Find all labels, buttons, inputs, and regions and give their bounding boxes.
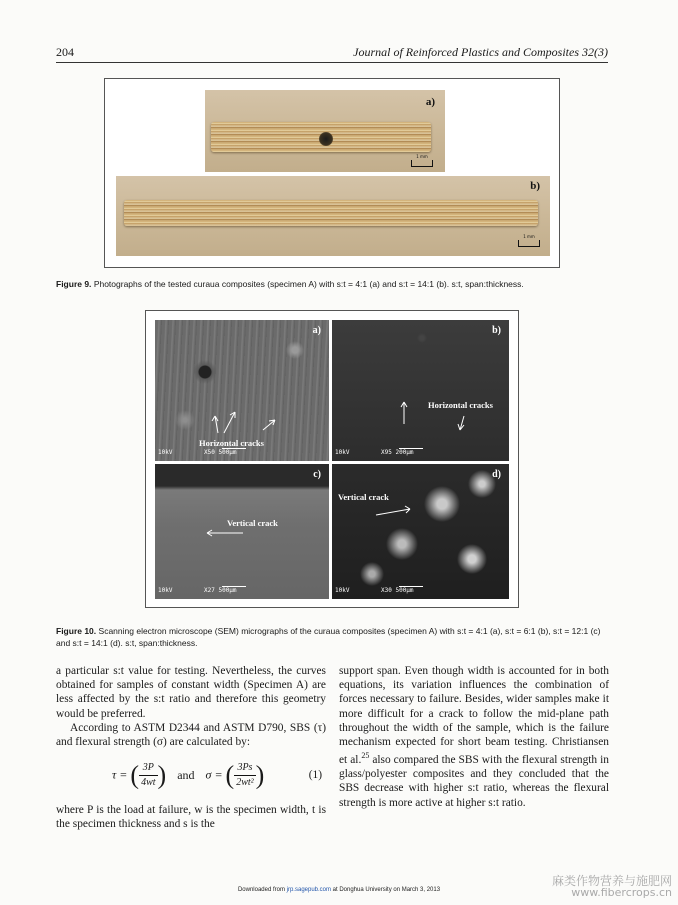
magnification-readout: X50 500μm xyxy=(204,449,237,456)
sem-panel-d xyxy=(332,464,509,599)
caption-text: Scanning electron microscope (SEM) micrographs of the curaua composites (specimen A) with s:t = 4:1 (a), s:t = 6:1 (b), s:t = 12:1 (c) and s:t = 14:1 (d). s:t, span:thickness. xyxy=(56,626,601,648)
composite-strip-short xyxy=(211,122,431,152)
sem-footer xyxy=(335,448,506,458)
annotation-horizontal-cracks: Horizontal cracks xyxy=(428,400,493,410)
sem-footer xyxy=(158,586,326,596)
panel-letter-a: a) xyxy=(425,96,435,108)
composite-strip-long xyxy=(124,200,538,226)
crack-arrows-d xyxy=(332,464,509,599)
voltage-readout: 10kV xyxy=(158,449,173,456)
sem-scale-bar xyxy=(222,586,246,587)
figure-10-caption xyxy=(56,625,616,649)
annotation-vertical-crack: Vertical crack xyxy=(227,518,278,528)
sem-footer xyxy=(158,448,326,458)
source-link[interactable]: jrp.sagepub.com xyxy=(286,887,331,893)
photo-specimen-a xyxy=(205,90,445,172)
voltage-readout: 10kV xyxy=(335,587,350,594)
crack-arrows-b xyxy=(332,320,509,461)
watermark-url: www.fibercrops.cn xyxy=(571,886,672,899)
magnification-readout: X27 500μm xyxy=(204,587,237,594)
caption-label: Figure 9. xyxy=(56,279,92,289)
header-rule xyxy=(56,62,608,63)
caption-label: Figure 10. xyxy=(56,626,97,636)
panel-letter-b: b) xyxy=(530,180,540,192)
scale-bar-label: 1 mm xyxy=(523,234,535,239)
running-header xyxy=(56,45,608,61)
body-column-right xyxy=(339,664,609,810)
voltage-readout: 10kV xyxy=(158,587,173,594)
equation-body: τ = ( $\frac{3P}{4wt}$ ) and σ = ( $\frac{3Ps}{\text{2wt²}}$ ) xyxy=(112,760,265,790)
annotation-vertical-crack: Vertical crack xyxy=(338,492,389,502)
journal-title: Journal of Reinforced Plastics and Composites 32(3) xyxy=(353,45,608,59)
annotation-horizontal-cracks: Horizontal cracks xyxy=(199,438,264,448)
panel-letter-a: a) xyxy=(312,325,321,336)
sem-panel-c xyxy=(155,464,329,599)
paragraph: where P is the load at failure, w is the specimen width, t is the specimen thickness and s is the xyxy=(56,804,326,831)
caption-text: Photographs of the tested curaua composites (specimen A) with s:t = 4:1 (a) and s:t = 14:1 (b). s:t, span:thickness. xyxy=(93,279,524,289)
fraction-sigma: $\frac{3Ps}{\text{2wt²}}$ xyxy=(236,762,254,789)
eq-tau: τ = xyxy=(112,767,128,782)
magnification-readout: X95 200μm xyxy=(381,449,414,456)
magnification-readout: X30 500μm xyxy=(381,587,414,594)
crack-arrows-c xyxy=(155,464,329,599)
page-number: 204 xyxy=(56,45,74,59)
eq-and: and xyxy=(177,767,195,782)
paragraph: a particular s:t value for testing. Nevertheless, the curves obtained for samples of constant width (Specimen A) are less affected by the s:t ratio and therefore this geometry would be preferred. xyxy=(56,665,326,720)
panel-letter-b: b) xyxy=(492,325,501,336)
scale-bar-label: 1 mm xyxy=(416,154,428,159)
panel-letter-d: d) xyxy=(492,469,501,480)
paragraph: support span. Even though width is accounted for in both equations, its variation influences the combination of forces necessary to failure. Besides, wider samples make it more difficult for a crack to follow the mid-plane path throughout the width of the sample, which is the failure mechanism expected for short beam testing. Christiansen et al.$^{25}$ also compared the SBS with the flexural strength in glass/polyester composites and they concluded that the SBS decrease with higher s:t ratio, whereas the flexural strength is more active at higher s:t ratio. xyxy=(339,665,609,809)
watermark xyxy=(552,875,672,899)
failure-spot xyxy=(319,132,333,146)
figure-9-caption xyxy=(56,278,616,290)
sem-scale-bar xyxy=(222,448,246,449)
sem-footer xyxy=(335,586,506,596)
figure-10 xyxy=(145,310,519,608)
photo-specimen-b xyxy=(116,176,550,256)
reference-superscript[interactable]: 25 xyxy=(361,751,370,761)
sem-scale-bar xyxy=(399,586,423,587)
body-column-left xyxy=(56,664,326,832)
sem-panel-a xyxy=(155,320,329,461)
scale-bar-a xyxy=(411,154,433,167)
download-footer: Downloaded from jrp.sagepub.com at Donghua University on March 3, 2013 xyxy=(237,887,441,893)
paragraph: According to ASTM D2344 and ASTM D790, SBS (τ) and flexural strength (σ) are calculated by: xyxy=(56,721,326,749)
sem-scale-bar xyxy=(399,448,423,449)
watermark-cn: 麻类作物营养与施肥网 xyxy=(551,874,672,888)
sem-panel-b xyxy=(332,320,509,461)
figure-9 xyxy=(104,78,560,268)
fraction-tau: $\frac{3P}{4wt}$ xyxy=(141,762,156,789)
equation-number: (1) xyxy=(308,769,322,782)
equation-1 xyxy=(56,755,326,797)
voltage-readout: 10kV xyxy=(335,449,350,456)
scale-bar-b xyxy=(518,234,540,247)
panel-letter-c: c) xyxy=(313,469,321,480)
eq-sigma: σ = xyxy=(205,767,223,782)
